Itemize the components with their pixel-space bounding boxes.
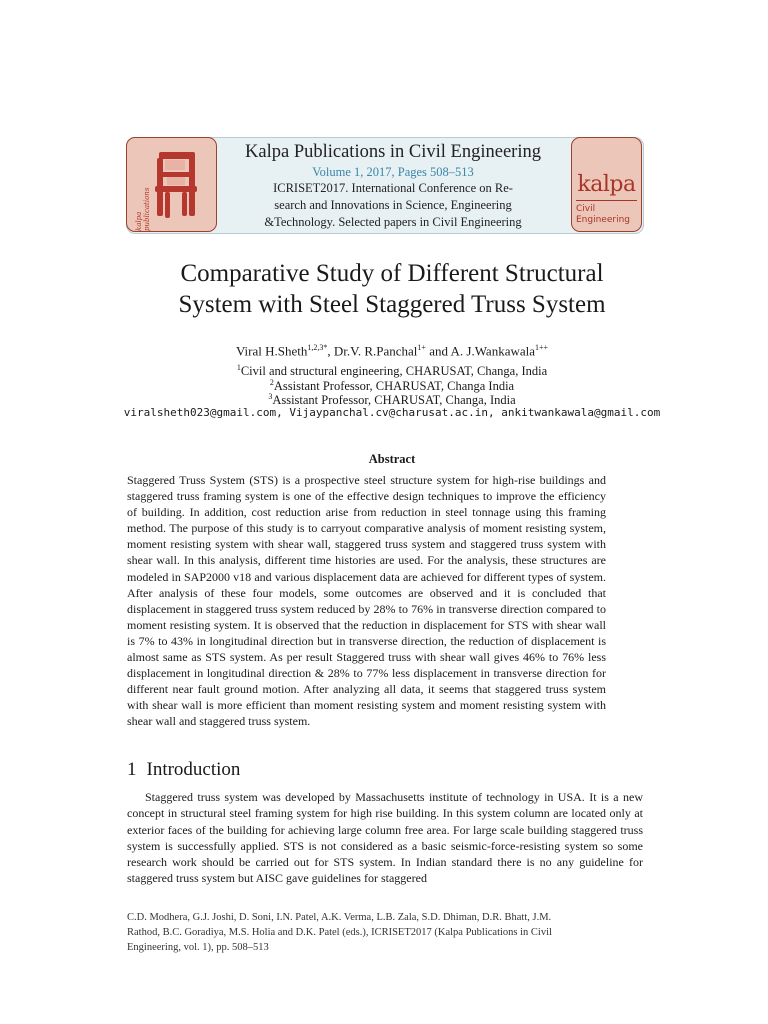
- affiliation-superscript: 3: [268, 392, 273, 401]
- footer-line-2: Rathod, B.C. Goradiya, M.S. Holia and D.K. Patel (eds.), ICRISET2017 (Kalpa Publications in Civil: [127, 927, 552, 938]
- logo-subtitle: [576, 204, 630, 226]
- author-superscript: 1+: [417, 343, 426, 352]
- logo-vertical-text: kalpa publications: [135, 187, 151, 231]
- affiliation-text: Assistant Professor, CHARUSAT, Changa India: [273, 379, 515, 394]
- section-heading: [127, 758, 240, 782]
- author-separator: and: [425, 343, 451, 359]
- journal-title: Kalpa Publications in Civil Engineering: [245, 142, 541, 162]
- author-superscript: 1++: [535, 343, 549, 352]
- paper-title-line-2: System with Steel Staggered Truss System: [178, 291, 606, 318]
- footer-line-3: Engineering, vol. 1), pp. 508–513: [127, 942, 269, 953]
- author-name: Dr.V. R.Panchal: [333, 343, 418, 359]
- journal-volume[interactable]: Volume 1, 2017, Pages 508–513: [312, 165, 474, 179]
- affiliation-text: Assistant Professor, CHARUSAT, Changa, India: [272, 393, 516, 408]
- author-list: [100, 340, 684, 359]
- conference-line-1: ICRISET2017. International Conference on Re-: [273, 181, 513, 195]
- affiliation-text: Civil and structural engineering, CHARUSAT, Changa, India: [240, 364, 548, 379]
- abstract-heading: Abstract: [368, 452, 416, 466]
- author-name: Viral H.Sheth: [235, 343, 308, 359]
- introduction-body: Staggered truss system was developed by Massachusetts institute of technology in USA. It is a new concept in structural steel framing system for high rise building. In this system column are located only at exterior faces of the building for achieving large column free area. For large scale building staggered truss system is successfully applied. STS is not considered as a basic seismic-force-resisting system so some research work should be carried out for STS system. In Indian standard there is no any guideline for staggered truss system but AISC gave guidelines for staggered: [127, 790, 643, 886]
- author-separator: ,: [327, 343, 334, 359]
- author-emails[interactable]: viralsheth023@gmail.com, Vijaypanchal.cv@charusat.ac.in, ankitwankawala@gmail.com: [123, 406, 661, 419]
- author-superscript: 1,2,3*: [307, 343, 328, 352]
- footer-line-1: C.D. Modhera, G.J. Joshi, D. Soni, I.N. Patel, A.K. Verma, L.B. Zala, S.D. Dhiman, D.R. Bhatt, J.M.: [127, 912, 552, 923]
- logo-divider: [576, 200, 637, 201]
- affiliation-superscript: 2: [269, 378, 274, 387]
- kalpa-publications-logo: [126, 137, 217, 232]
- logo-subtitle-engineering: Engineering: [576, 215, 630, 225]
- affiliation-superscript: 1: [236, 363, 241, 372]
- author-name: A. J.Wankawala: [450, 343, 536, 359]
- banner-text: [220, 140, 566, 231]
- conference-line-3: &Technology. Selected papers in Civil Engineering: [264, 215, 522, 229]
- section-number: 1: [127, 759, 137, 780]
- paper-title-line-1: Comparative Study of Different Structural: [180, 260, 604, 287]
- kalpa-civil-engineering-logo: [571, 137, 642, 232]
- conference-line-2: search and Innovations in Science, Engineering: [274, 198, 512, 212]
- logo-subtitle-civil: Civil: [576, 204, 596, 214]
- section-title: Introduction: [146, 759, 241, 780]
- paper-title: [100, 258, 684, 320]
- citation-footer: [127, 910, 643, 955]
- abstract-body: Staggered Truss System (STS) is a prospective steel structure system for high-rise buildings and staggered truss framing system is one of the effective design techniques to improve the efficiency of building. In addition, cost reduction arise from reduction in steel tonnage using this framing method. The purpose of this study is to carryout comparative analysis of moment resisting system, moment resisting system with shear wall, staggered truss system and staggered truss system with shear wall. In this analysis, different time histories are used. For the analysis, these structures are modeled in SAP2000 v18 and various displacement data are achieved for different types of system. After analysis of these four models, some outcomes are observed and it is concluded that displacement in staggered truss system reduced by 28% to 76% in transverse direction compared to moment resisting system. It is observed that the reduction in displacement for STS with shear wall is 7% to 43% in longitudinal direction but in transverse direction, the reduction of displacement is almost same as STS system. As per result Staggered truss with shear wall gives 46% to 76% less displacement in longitudinal direction & 28% to 77% less displacement in transverse direction for different near fault ground motion. After analyzing all data, it seems that staggered truss system with shear wall is more efficient than moment resisting system and moment resisting system with shear wall and staggered truss system.: [127, 473, 606, 729]
- kalpa-wordmark: kalpa: [577, 172, 636, 197]
